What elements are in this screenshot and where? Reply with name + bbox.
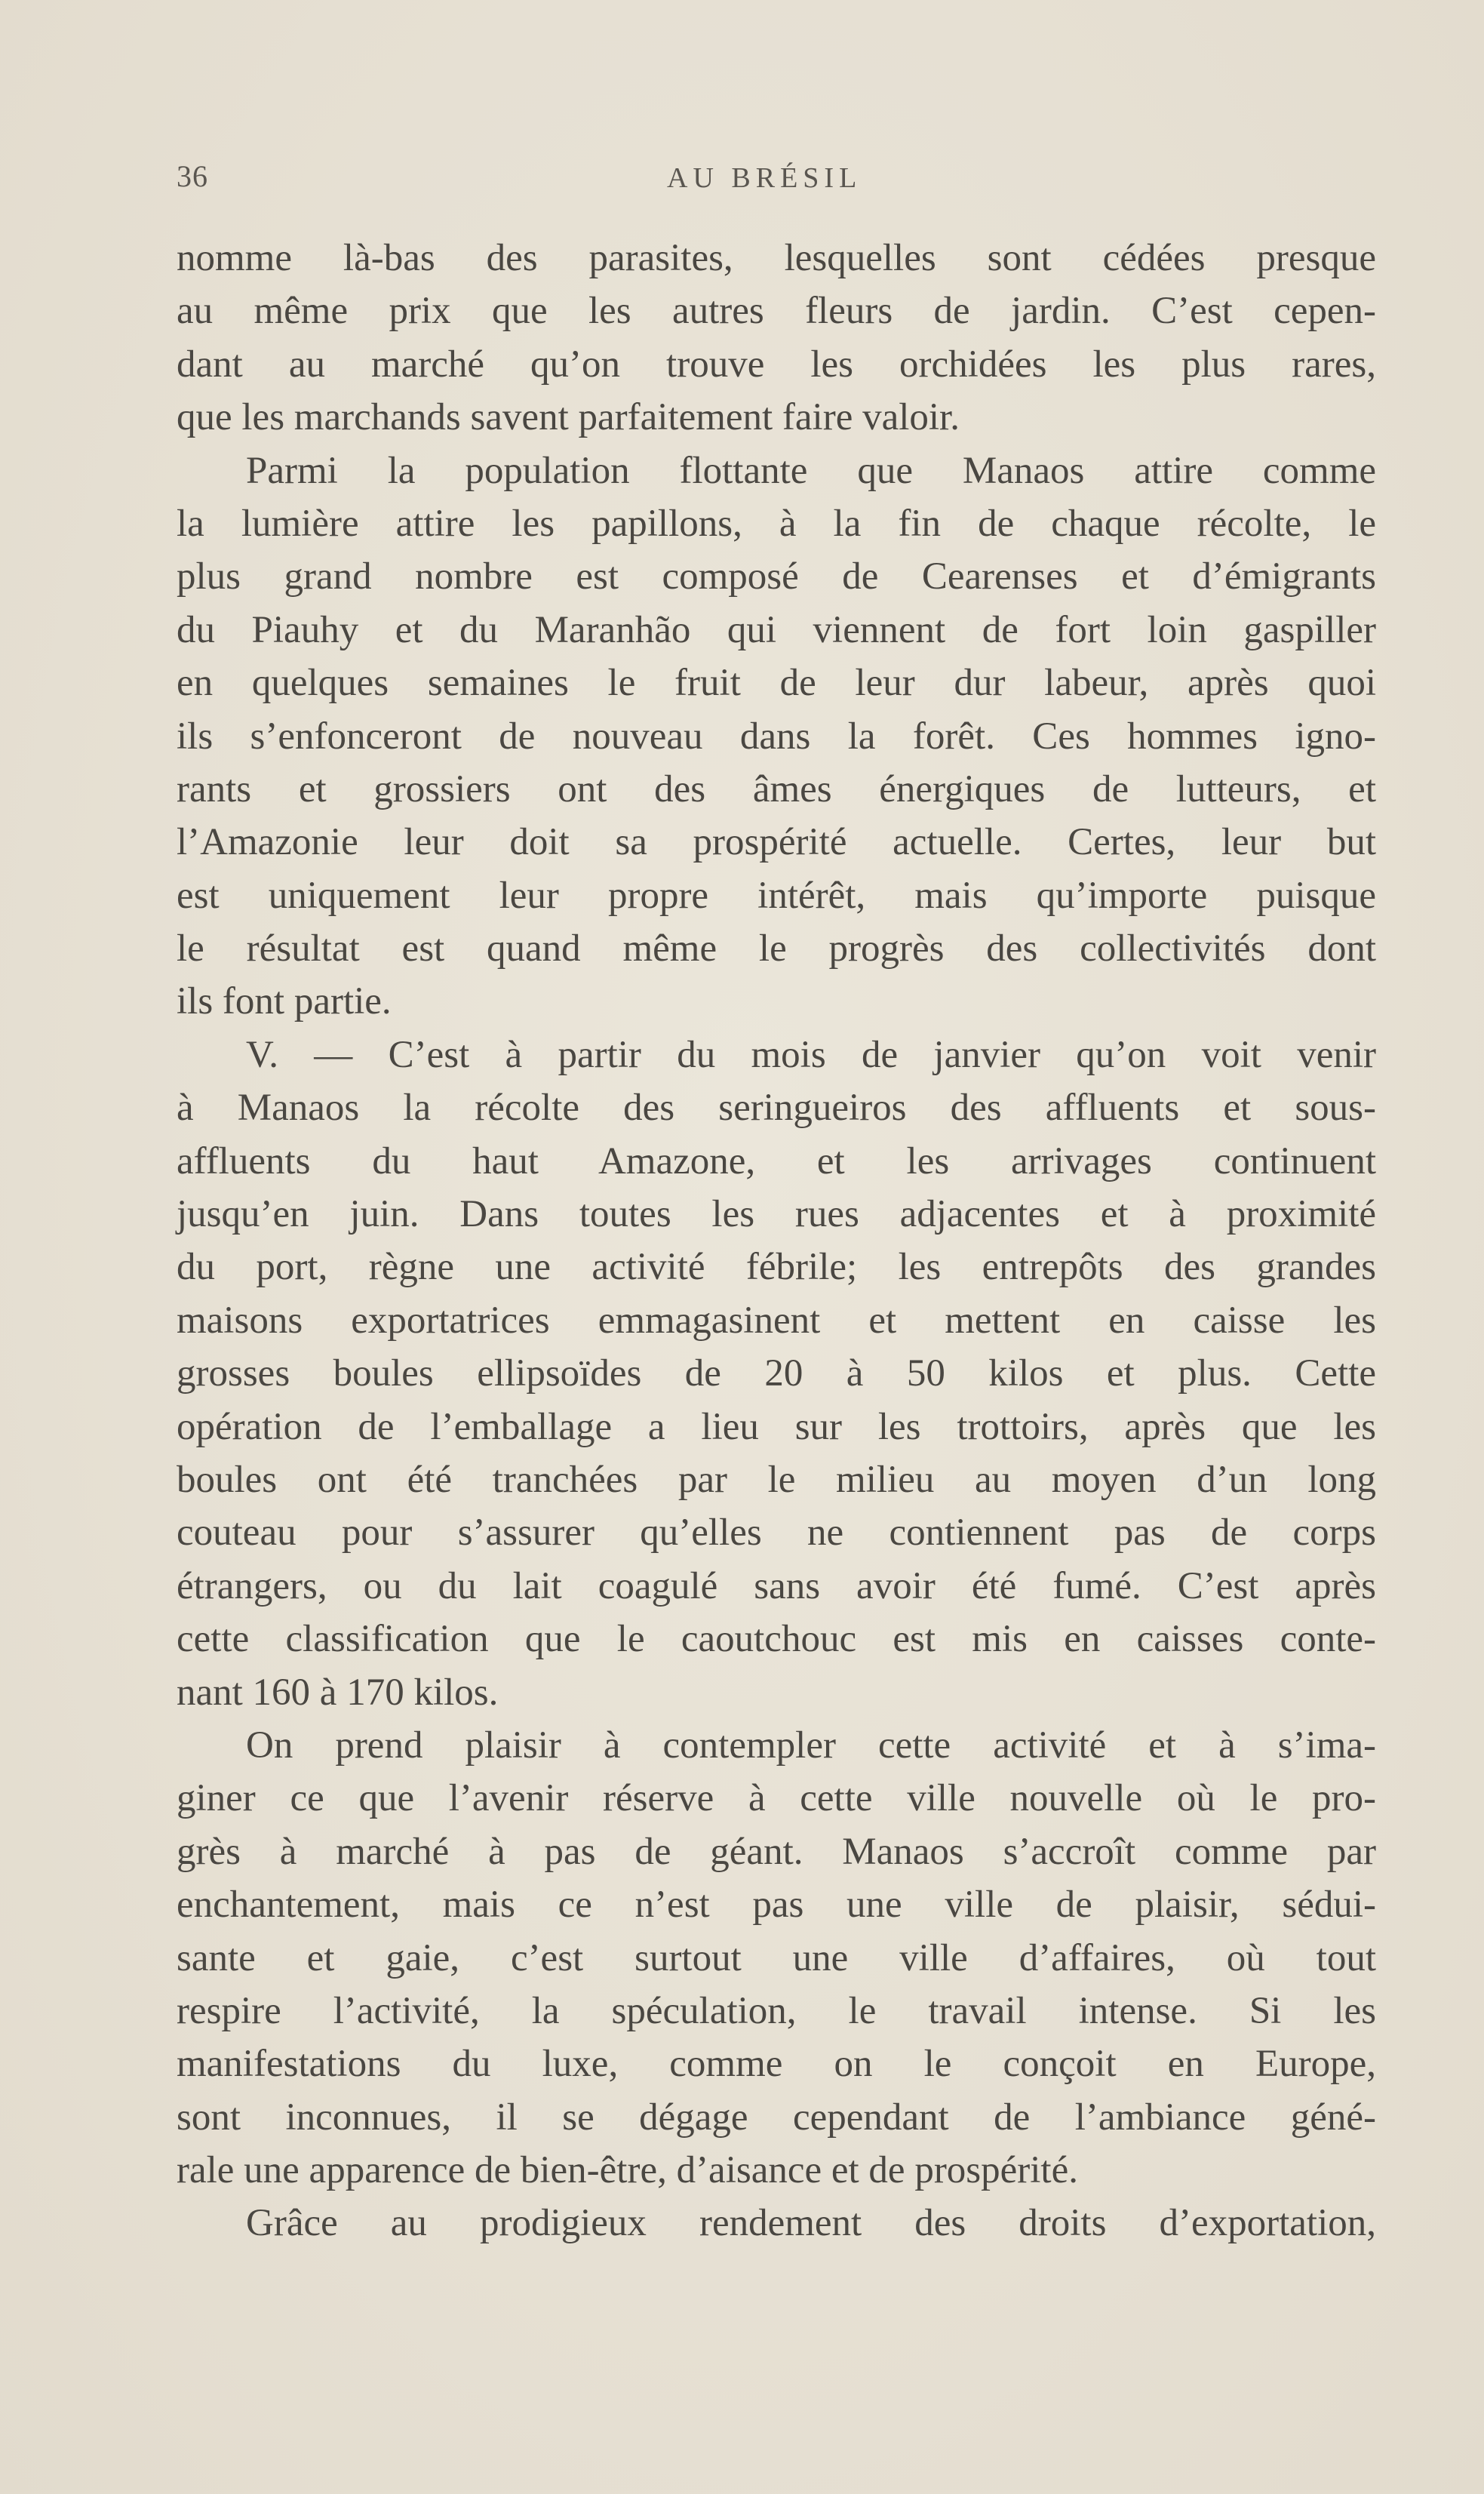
text-line: l’Amazonie leur doit sa prospérité actuelle. Certes, leur but [177, 821, 1376, 864]
page-number: 36 [177, 159, 208, 193]
text-line: en quelques semaines le fruit de leur dur labeur, après quoi [177, 662, 1376, 705]
text-line: à Manaos la récolte des seringueiros des affluents et sous- [177, 1087, 1376, 1130]
text-line: giner ce que l’avenir réserve à cette ville nouvelle où le pro- [177, 1777, 1376, 1820]
text-line: dant au marché qu’on trouve les orchidées les plus rares, [177, 343, 1376, 386]
text-line: opération de l’emballage a lieu sur les trottoirs, après que les [177, 1405, 1376, 1448]
text-line: du Piauhy et du Maranhão qui viennent de fort loin gaspiller [177, 608, 1376, 651]
text-line: la lumière attire les papillons, à la fin de chaque récolte, le [177, 502, 1376, 545]
text-line: grès à marché à pas de géant. Manaos s’accroît comme par [177, 1830, 1376, 1873]
text-line: nomme là-bas des parasites, lesquelles sont cédées presque [177, 237, 1376, 279]
text-line: V. — C’est à partir du mois de janvier qu’on voit venir [246, 1033, 1376, 1076]
text-line: ils s’enfonceront de nouveau dans la forêt. Ces hommes igno- [177, 715, 1376, 758]
text-line: rants et grossiers ont des âmes énergiques de lutteurs, et [177, 767, 1376, 810]
text-line: On prend plaisir à contempler cette activité et à s’ima- [246, 1724, 1376, 1767]
text-line: Grâce au prodigieux rendement des droits d’exportation, [246, 2202, 1376, 2245]
text-line: affluents du haut Amazone, et les arrivages continuent [177, 1139, 1376, 1182]
page-header [177, 158, 1376, 204]
text-line: manifestations du luxe, comme on le conçoit en Europe, [177, 2043, 1376, 2086]
text-line: maisons exportatrices emmagasinent et mettent en caisse les [177, 1299, 1376, 1342]
text-line: étrangers, ou du lait coagulé sans avoir été fumé. C’est après [177, 1564, 1376, 1607]
text-line: boules ont été tranchées par le milieu au moyen d’un long [177, 1458, 1376, 1501]
text-line: ils font partie. [177, 980, 392, 1023]
body-text [177, 232, 1376, 2250]
text-line: sont inconnues, il se dégage cependant de l’ambiance géné- [177, 2096, 1376, 2139]
text-line: enchantement, mais ce n’est pas une ville de plaisir, sédui- [177, 1884, 1376, 1927]
text-line: Parmi la population flottante que Manaos attire comme [246, 449, 1376, 492]
text-line: rale une apparence de bien-être, d’aisance et de prospérité. [177, 2149, 1078, 2192]
text-line: cette classification que le caoutchouc est mis en caisses conte- [177, 1618, 1376, 1661]
running-title: AU BRÉSIL [667, 162, 862, 194]
text-line: au même prix que les autres fleurs de jardin. C’est cepen- [177, 290, 1376, 333]
text-line: que les marchands savent parfaitement faire valoir. [177, 396, 960, 439]
text-line: respire l’activité, la spéculation, le travail intense. Si les [177, 1989, 1376, 2032]
text-line: est uniquement leur propre intérêt, mais qu’importe puisque [177, 874, 1376, 917]
text-line: jusqu’en juin. Dans toutes les rues adjacentes et à proximité [177, 1193, 1376, 1236]
text-line: nant 160 à 170 kilos. [177, 1671, 499, 1714]
text-line: grosses boules ellipsoïdes de 20 à 50 kilos et plus. Cette [177, 1352, 1376, 1395]
text-line: couteau pour s’assurer qu’elles ne contiennent pas de corps [177, 1511, 1376, 1555]
text-line: le résultat est quand même le progrès des collectivités dont [177, 927, 1376, 970]
text-line: sante et gaie, c’est surtout une ville d’affaires, où tout [177, 1936, 1376, 1979]
text-line: plus grand nombre est composé de Cearenses et d’émigrants [177, 555, 1376, 598]
text-line: du port, règne une activité fébrile; les entrepôts des grandes [177, 1246, 1376, 1289]
